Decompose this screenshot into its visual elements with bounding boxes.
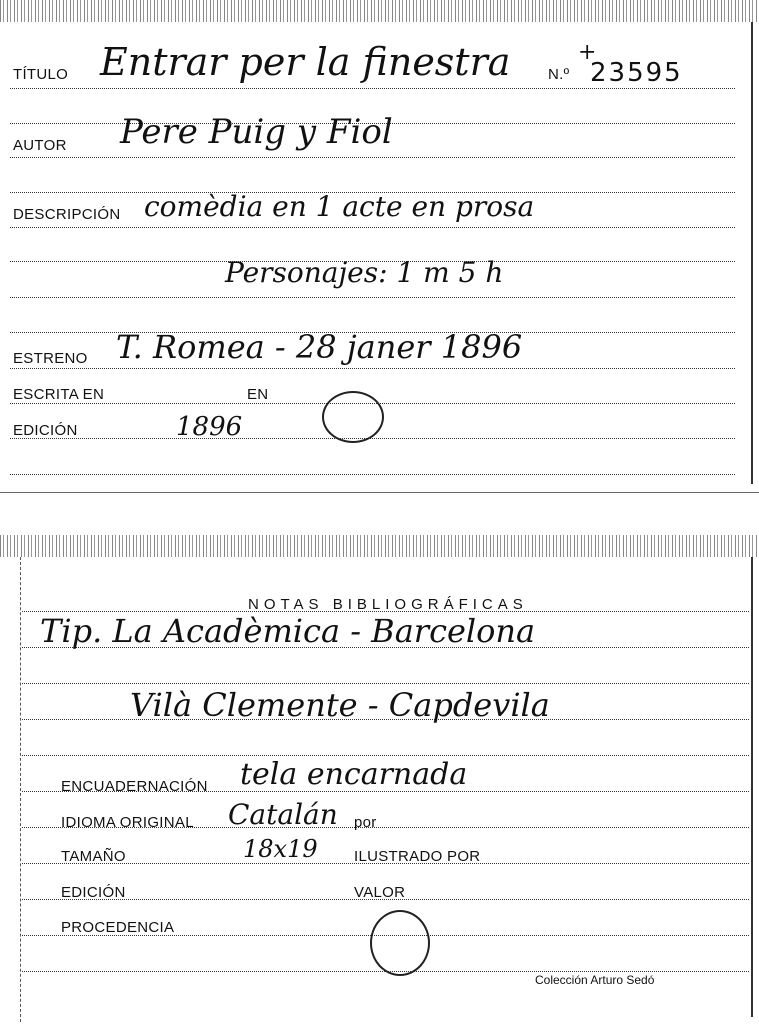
card-edge (751, 557, 753, 1017)
escrita-en-label: EN (247, 386, 269, 403)
nota-line-1: Tip. La Acadèmica - Barcelona (40, 612, 536, 650)
collection-footer: Colección Arturo Sedó (535, 973, 655, 987)
titulo-value: Entrar per la finestra (100, 40, 511, 84)
stamp-circle (370, 910, 430, 976)
rule (10, 88, 735, 89)
card-bottom-edge (0, 492, 759, 493)
encuadernacion-value: tela encarnada (240, 757, 468, 792)
tamano-label: TAMAÑO (61, 848, 126, 865)
idioma-label: IDIOMA ORIGINAL (61, 814, 194, 831)
rule (10, 157, 735, 158)
rule (22, 683, 749, 684)
idioma-value: Catalán (228, 798, 338, 831)
stamp-circle (322, 391, 384, 443)
notas-title: NOTAS BIBLIOGRÁFICAS (248, 596, 528, 613)
encuadernacion-label: ENCUADERNACIÓN (61, 778, 208, 795)
ilustrado-label: ILUSTRADO POR (354, 848, 481, 865)
rule (22, 755, 749, 756)
autor-value: Pere Puig y Fiol (120, 112, 393, 152)
descripcion-label: DESCRIPCIÓN (13, 206, 121, 223)
scan-edge-noise (0, 535, 759, 557)
valor-label: VALOR (354, 884, 406, 901)
rule (10, 368, 735, 369)
titulo-label: TÍTULO (13, 66, 69, 83)
numero-label: N.º (548, 66, 570, 83)
por-label: por (354, 814, 377, 831)
rule (10, 474, 735, 475)
escrita-label: ESCRITA EN (13, 386, 105, 403)
estreno-label: ESTRENO (13, 350, 88, 367)
card-edge-left (20, 557, 22, 1022)
personajes-value: Personajes: 1 m 5 h (225, 256, 504, 289)
numero-mark: + (578, 40, 597, 65)
estreno-value: T. Romea - 28 janer 1896 (116, 328, 523, 366)
rule (10, 438, 735, 439)
rule (10, 297, 735, 298)
numero-value: 23595 (590, 58, 683, 88)
edicion-label-bottom: EDICIÓN (61, 884, 126, 901)
procedencia-label: PROCEDENCIA (61, 919, 175, 936)
descripcion-value: comèdia en 1 acte en prosa (144, 190, 535, 223)
nota-line-2: Vilà Clemente - Capdevila (130, 686, 550, 724)
edicion-label: EDICIÓN (13, 422, 78, 439)
edicion-value: 1896 (176, 412, 243, 442)
autor-label: AUTOR (13, 137, 67, 154)
card-edge (751, 22, 753, 484)
rule (10, 227, 735, 228)
scan-edge-noise (0, 0, 759, 22)
tamano-value: 18x19 (243, 835, 318, 863)
catalog-card-top (0, 0, 759, 495)
